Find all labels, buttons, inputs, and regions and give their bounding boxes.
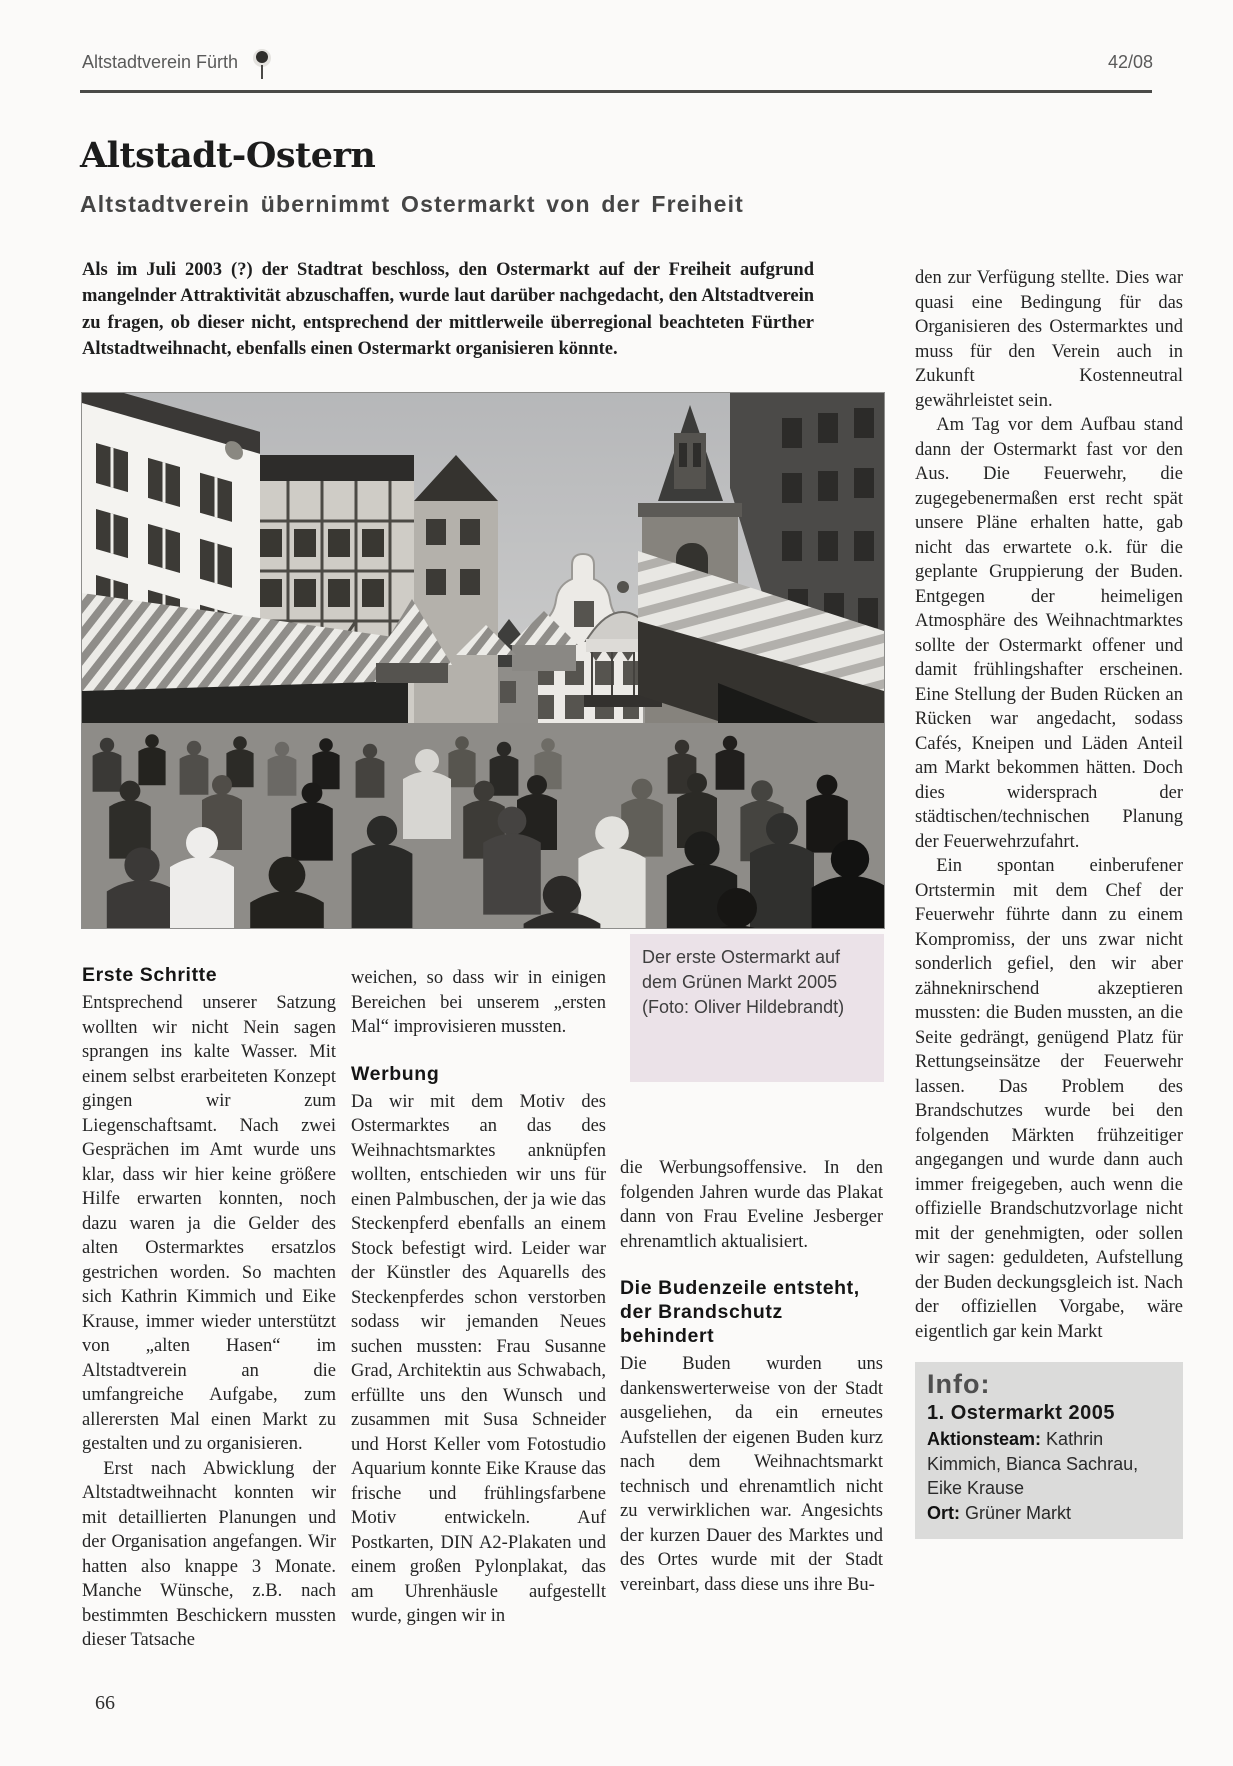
section-heading-erste-schritte: Erste Schritte	[82, 964, 218, 986]
info-box-event: 1. Ostermarkt 2005	[927, 1401, 1116, 1424]
page-number: 66	[95, 1692, 115, 1714]
paragraph: Erst nach Abwicklung der Altstadtweihnacht konnten wir mit detaillierten Planungen und der Organisation angefangen. Wir hatten also knappe 3 Monate. Manche Wünsche, z.B. nach bestimmten Beschickern mussten dieser Tatsache	[82, 1458, 336, 1650]
paragraph: die Werbungsoffensive. In den folgenden Jahren wurde das Plakat dann von Frau Eveline Jesberger ehrenamtlich aktualisiert.	[620, 1158, 883, 1252]
paragraph: den zur Verfügung stellte. Dies war quasi eine Bedingung für das Organisieren des Ostermarktes und muss für den Verein auch in Zukunft Kostenneutral gewährleistet sein.	[915, 268, 1183, 411]
info-box	[915, 1362, 1183, 1539]
info-box-team	[927, 1427, 1171, 1501]
paragraph: Die Buden wurden uns dankenswerterweise von der Stadt ausgeliehen, da ein erneutes Aufstellen der eigenen Buden kurz nach dem Weihnachtsmarkt technisch und ehrenamtlich nicht zu verwirklichen war. Angesichts der kurzen Dauer des Marktes und des Ortes wurde mit der Stadt vereinbart, dass diese uns ihre Bu-	[620, 1354, 883, 1595]
info-box-team-text: Kathrin Kimmich, Bianca Sachrau, Eike Krause	[927, 1429, 1139, 1498]
paragraph: Da wir mit dem Motiv des Ostermarktes an das des Weihnachtsmarktes anknüpfen wollten, entschieden wir uns für einen Palmbuschen, der ja wie das Steckenpferd ebenfalls an einem Stock befestigt wird. Leider war der Künstler des Aquarells des Steckenpferdes schon verstorben sodass wir jemanden Neues suchen mussten: Frau Susanne Grad, Architektin aus Schwabach, erfüllte uns den Wunsch und zusammen mit Susa Schneider und Horst Keller vom Fotostudio Aquarium konnte Eike Krause das frische und frühlingsfarbene Motiv entwickeln. Auf Postkarten, DIN A2-Plakaten und einem großen Pylonplakat, das am Uhrenhäusle aufgestellt wurde, gingen wir in	[351, 1091, 606, 1626]
info-box-ort	[927, 1501, 1171, 1526]
pin-icon	[252, 48, 272, 91]
column-werbung	[351, 966, 606, 1629]
article-title: Altstadt-Ostern	[80, 135, 376, 177]
info-box-ort-text: Grüner Markt	[965, 1502, 1072, 1523]
photo-caption	[630, 934, 884, 1082]
article-subtitle: Altstadtverein übernimmt Ostermarkt von der Freiheit	[80, 191, 745, 218]
photo-caption-credit: (Foto: Oliver Hildebrandt)	[642, 997, 845, 1017]
column-budenzeile	[620, 1156, 883, 1597]
paragraph: Am Tag vor dem Aufbau stand dann der Ostermarkt fast vor den Aus. Die Feuerwehr, die zugegebenermaßen erst recht spät unsere Pläne erhalten hatte, gab nicht das erwartete o.k. für die geplante Gruppierung der Buden. Entgegen der heimeligen Atmosphäre des Weihnachtmarktes sollte der Ostermarkt offener und damit frühlingshafter erscheinen. Eine Stellung der Buden Rücken an Rücken war angedacht, sodass Cafés, Kneipen und Läden Anteil am Markt bekommen hätten. Doch dies widersprach der städtischen/technischen Planung der Feuerwehrzufahrt.	[915, 415, 1183, 852]
paragraph: weichen, so dass wir in einigen Bereichen bei unserem „ersten Mal“ improvisieren mussten.	[351, 968, 606, 1037]
publication-name: Altstadtverein Fürth	[82, 52, 239, 72]
header-divider	[80, 90, 1152, 93]
info-box-title: Info:	[927, 1369, 991, 1399]
section-heading-werbung: Werbung	[351, 1062, 440, 1085]
info-box-team-label: Aktionsteam:	[927, 1429, 1042, 1449]
section-heading-budenzeile: Die Budenzeile entsteht, der Brandschutz behindert	[620, 1277, 860, 1347]
info-box-ort-label: Ort:	[927, 1502, 960, 1523]
masthead	[82, 48, 1153, 84]
market-photo-illustration	[82, 393, 884, 928]
market-photo	[82, 393, 884, 928]
issue-number: 42/08	[1107, 52, 1153, 72]
paragraph: Ein spontan einberufener Ortstermin mit dem Chef der Feuerwehr führte dann zu einem Kompromiss, der uns zwar nicht sonderlich gefiel, den wir aber zähneknirschend akzeptieren mussten: die Buden mussten, an die Seite gedrängt, genügend Platz für Rettungseinsätze der Feuerwehr lassen. Das Problem des Brandschutzes wurde bei den folgenden Märkten frühzeitiger angegangen und wurde dann auch immer freigegeben, auch wenn die offizielle Brandschutzvorlage nicht mit der genehmigten, oder sollen wir sagen: geduldeten, Aufstellung der Buden deckungsgleich ist. Nach der offiziellen Vorgabe, wäre eigentlich gar kein Markt	[915, 856, 1183, 1342]
column-right	[915, 266, 1183, 1539]
paragraph: Entsprechend unserer Satzung wollten wir nicht Nein sagen sprangen ins kalte Wasser. Mit einem selbst erarbeiteten Konzept gingen wir zum Liegenschaftsamt. Nach zwei Gesprächen im Amt wurde uns klar, dass wir hier keine größere Hilfe erwarten konnten, noch dazu waren ja die Gelder des alten Ostermarktes ersatzlos gestrichen worden. So machten sich Kathrin Kimmich und Eike Krause, immer wieder unterstützt von „alten Hasen“ im Altstadtverein an die umfangreiche Aufgabe, zum allerersten Mal einen Markt zu gestalten und zu organisieren.	[82, 993, 336, 1454]
article-intro: Als im Juli 2003 (?) der Stadtrat beschloss, den Ostermarkt auf der Freiheit aufgrund mangelnder Attraktivität abzuschaffen, wurde laut darüber nachgedacht, den Altstadtverein zu fragen, ob dieser nicht, entsprechend der mittlerweile überregional beachteten Fürther Altstadtweihnacht, ebenfalls einen Ostermarkt organisieren könnte.	[82, 259, 814, 359]
masthead-left	[82, 52, 272, 91]
column-erste-schritte	[82, 963, 336, 1653]
photo-caption-text: Der erste Ostermarkt auf dem Grünen Markt 2005	[642, 947, 841, 992]
